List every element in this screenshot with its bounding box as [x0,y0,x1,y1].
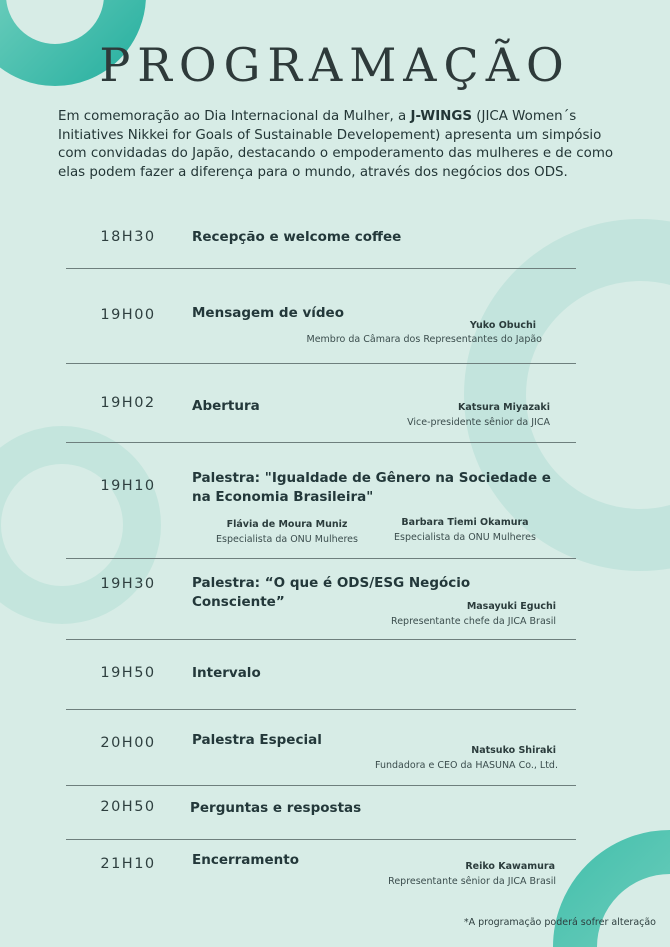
speaker-role: Especialista da ONU Mulheres [216,534,358,545]
speaker-name: Reiko Kawamura [465,861,555,872]
schedule-time: 21H10 [100,856,156,872]
schedule-event: Abertura [192,398,260,414]
speaker-role: Fundadora e CEO da HASUNA Co., Ltd. [375,760,558,771]
schedule-event-line1: Palestra: “O que é ODS/ESG Negócio [192,575,471,591]
divider [66,442,576,443]
speaker-role: Vice-presidente sênior da JICA [407,417,550,428]
speaker-name: Flávia de Moura Muniz [226,519,348,530]
schedule-event: Encerramento [192,852,299,868]
footnote: *A programação poderá sofrer alteração [463,917,656,928]
intro-paragraph: Em comemoração ao Dia Internacional da Mulher, a J-WINGS (JICA Women´s Initiatives Nikkei for Goals of Sustainable Developement) apresenta um simpósio com convidadas do Japão, destacando o empoderamento das mulheres e de como elas podem fazer a diferença para o mundo, através dos negócios dos ODS. [58,109,614,180]
divider [66,639,576,640]
schedule-event: Perguntas e respostas [190,800,362,816]
schedule-time: 19H50 [100,665,156,681]
page-title: PROGRAMAÇÃO [99,38,571,92]
divider [66,709,576,710]
divider [66,363,576,364]
schedule-event-line2: na Economia Brasileira" [192,489,374,505]
divider [66,785,576,786]
schedule-event: Mensagem de vídeo [192,305,344,321]
speaker-role: Representante chefe da JICA Brasil [391,616,556,627]
speaker-role: Membro da Câmara dos Representantes do Japão [306,334,542,345]
schedule-event-line1: Palestra: "Igualdade de Gênero na Sociedade e [192,470,551,486]
schedule-time: 18H30 [100,229,156,245]
schedule-time: 20H50 [100,799,156,815]
schedule-event: Palestra Especial [192,732,322,748]
schedule-event-line2: Consciente” [192,594,285,610]
divider [66,268,576,269]
speaker-name: Barbara Tiemi Okamura [401,517,529,528]
schedule-time: 20H00 [100,735,156,751]
schedule-event: Recepção e welcome coffee [192,229,402,245]
divider [66,558,576,559]
schedule-time: 19H00 [100,307,156,323]
speaker-name: Masayuki Eguchi [466,601,556,612]
speaker-name: Yuko Obuchi [469,320,536,331]
schedule-event: Intervalo [192,665,261,681]
schedule-time: 19H02 [100,395,156,411]
bottom-right-ring [575,852,670,947]
speaker-name: Natsuko Shiraki [471,745,556,756]
speaker-name: Katsura Miyazaki [458,402,550,413]
right-ring [495,250,670,540]
divider [66,839,576,840]
speaker-role: Especialista da ONU Mulheres [394,532,536,543]
speaker-role: Representante sênior da JICA Brasil [388,876,556,887]
schedule-time: 19H10 [100,478,156,494]
schedule-time: 19H30 [100,576,156,592]
